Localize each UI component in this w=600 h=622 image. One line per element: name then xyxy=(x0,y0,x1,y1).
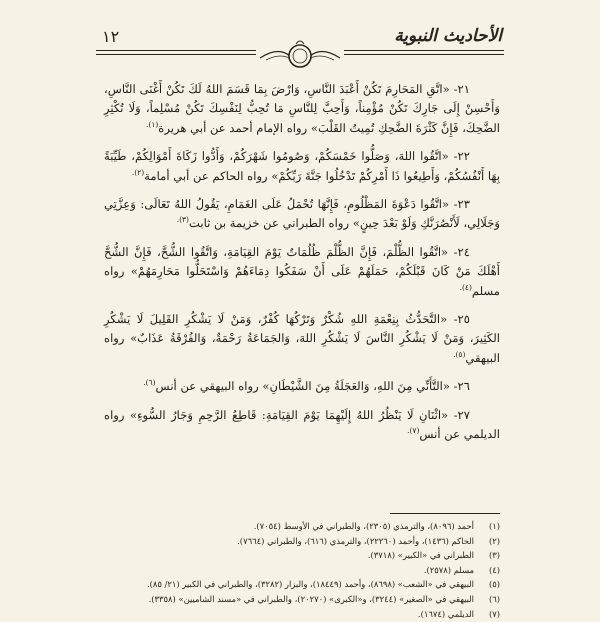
hadith-paragraph xyxy=(104,406,500,445)
footnote xyxy=(104,535,500,548)
hadith-text: ٢٤- «اتَّقُوا الظُّلْمَ، فَإِنَّ الظُّلْمَ ظُلُمَاتٌ يَوْمَ القِيَامَةِ، وَاتَّقُوا الشُّحَّ، فَإِنَّ الشُّحَّ أَهْلَكَ مَنْ كَانَ قَبْلَكُمْ، حَمَلَهُمْ عَلَى أَنْ سَفَكُوا دِمَاءَهُمْ وَاسْتَحَلُّوا مَحَارِمَهُمْ» رواه مسلم xyxy=(104,244,500,298)
footnote-number: (٢) xyxy=(488,535,500,546)
hadith-paragraph xyxy=(104,195,500,234)
footnote-text: البيهقي في «الشعب» (٨٦٩٨)، وأحمد (١٨٤٤٩)، والبزار (٣٢٨٢)، والطبراني في الكبير (٢١/ ٨٥). xyxy=(146,579,474,590)
footnote-ref: (٦). xyxy=(143,378,156,388)
footnote xyxy=(104,520,500,533)
footnote-ref: (٣). xyxy=(176,215,189,225)
footnote-ref: (٥). xyxy=(453,350,466,360)
footnote-number: (٣) xyxy=(488,550,500,561)
footnote-ref: (١). xyxy=(146,119,159,129)
page-header xyxy=(96,24,504,68)
footnote-number: (٧) xyxy=(488,608,500,619)
footnote-number: (٥) xyxy=(488,579,500,590)
page-number: ١٢ xyxy=(96,26,125,48)
hadith-text: ٢٢- «اتَّقُوا اللهَ، وَصَلُّوا خَمْسَكُمْ، وَصُومُوا شَهْرَكُمْ، وَأَدُّوا زَكَاةَ أَمْوَالِكُمْ، طَيِّبَةً بِهَا أَنْفُسُكُمْ، وَأَطِيعُوا ذَا أَمْرِكُمْ تَدْخُلُوا جَنَّةَ رَبِّكُمْ» رواه الحاكم عن أبي أمامة xyxy=(104,149,500,183)
footnote-number: (٦) xyxy=(488,593,500,604)
footnote-number: (١) xyxy=(488,521,500,531)
footnote-text: الطبراني في «الكبير» (٣٧١٨). xyxy=(367,550,474,561)
hadith-paragraph xyxy=(104,147,500,186)
hadith-text: ٢٣- «اتَّقُوا دَعْوَةَ المَظْلُومِ، فَإِنَّهَا تُحْمَلُ عَلَى الغَمَامِ، يَقُولُ اللهُ تَعَالَى: وَعِزَّتِي وَجَلَالِي، لَأَنْصُرَنَّكِ وَلَوْ بَعْدَ حِينٍ» رواه الطبراني عن خزيمة بن ثابت xyxy=(104,197,500,231)
footnote-ref: (٤). xyxy=(459,282,472,292)
footnote xyxy=(104,578,500,591)
footnote xyxy=(104,593,500,606)
footnote xyxy=(104,564,500,577)
footnote xyxy=(104,549,500,562)
footnote-separator xyxy=(390,513,500,514)
header-ornament-icon xyxy=(256,28,344,72)
footnote xyxy=(104,608,500,621)
hadith-paragraph xyxy=(104,377,500,396)
running-title: الأحاديث النبوية xyxy=(386,24,504,48)
footnote-number: (٤) xyxy=(488,564,500,575)
footnotes xyxy=(104,520,500,622)
footnote-ref: (٢). xyxy=(131,167,145,177)
hadith-paragraph xyxy=(104,243,500,301)
footnote-text: البيهقي في «الصغير» (٣٢٤٤)، و«الكبرى» (٢٠٢٧٠)، والطبراني في «مسند الشاميين» (٣٣٥٨). xyxy=(148,593,474,604)
footnote-text: الحاكم (١٤٣٦)، وأحمد (٢٢٢٦٠)، والترمذي (٦١٦)، والطبراني (٧٦٦٤). xyxy=(237,535,474,546)
footnote-ref: (٧). xyxy=(407,426,420,436)
hadith-text: ٢١- «اتَّقِ المَحَارِمَ تَكُنْ أَعْبَدَ النَّاسِ، وَارْضَ بِمَا قَسَمَ اللهُ لَكَ تَكُنْ أَغْنَى النَّاسِ، وَأَحْسِنْ إِلَى جَارِكَ تَكُنْ مُؤْمِناً، وَأَحِبَّ لِلنَّاسِ مَا تُحِبُّ لِنَفْسِكَ تَكُنْ مُسْلِماً، وَلَا تُكْثِرِ الضَّحِكَ، فَإِنَّ كَثْرَةَ الضَّحِكِ تُمِيتُ القَلْبَ» رواه الإمام أحمد عن أبي هريرة xyxy=(104,82,500,135)
hadith-paragraph xyxy=(104,310,500,368)
hadith-body xyxy=(104,80,500,454)
hadith-text: ٢٥- «التَّحَدُّثُ بِنِعْمَةِ اللهِ شُكْرٌ وَتَرْكُهَا كُفْرٌ، وَمَنْ لَا يَشْكُرِ القَلِيلَ لَا يَشْكُرِ الكَثِيرَ، وَمَنْ لَا يَشْكُرِ النَّاسَ لَا يَشْكُرِ اللهَ، وَالجَمَاعَةُ رَحْمَةٌ، وَالفُرْقَةُ عَذَابٌ» رواه البيهقي xyxy=(104,312,500,365)
hadith-text: ٢٧- «اثْنَانِ لَا يَنْظُرُ اللهُ إِلَيْهِمَا يَوْمَ القِيَامَةِ: قَاطِعُ الرَّحِمِ وَجَارُ السُّوءِ» رواه الديلمي عن أنس xyxy=(104,407,500,442)
footnote-text: مسلم (٢٥٧٨). xyxy=(423,564,474,575)
footnote-text: أحمد (٨٠٩٦)، والترمذي (٢٣٠٥)، والطبراني في الأوسط (٧٠٥٤). xyxy=(253,521,474,531)
hadith-text: ٢٦- «التَّأَنِّي مِنَ اللهِ، وَالعَجَلَةُ مِنَ الشَّيْطَانِ» رواه البيهقي عن أنس xyxy=(155,379,470,394)
hadith-paragraph xyxy=(104,80,500,138)
footnote-text: الديلمي (١٦٧٤). xyxy=(417,608,474,619)
